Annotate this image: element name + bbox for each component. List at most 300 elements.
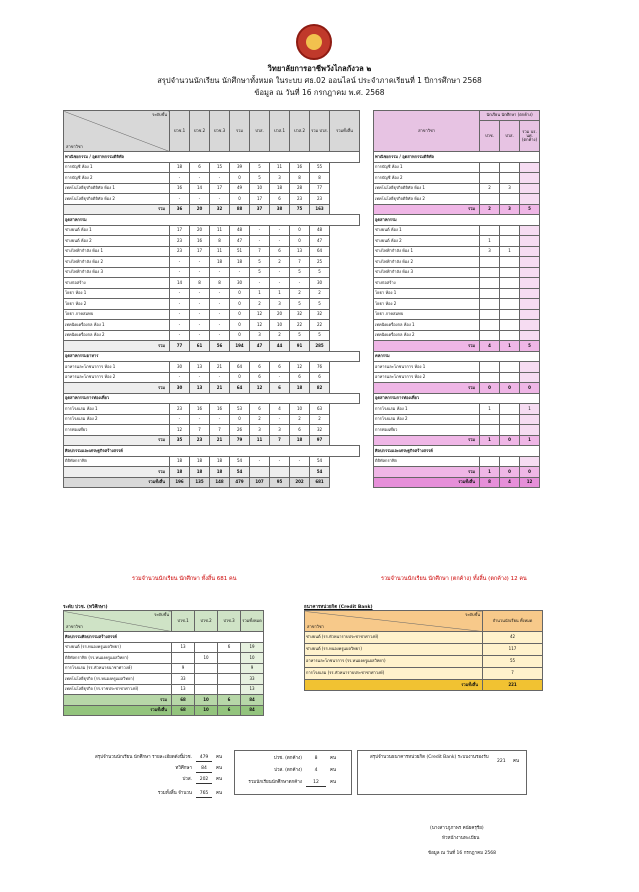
value-cell [500, 404, 520, 415]
table-row [305, 656, 543, 668]
value-cell: 28 [290, 183, 310, 194]
subtotal-value: 0 [520, 383, 540, 394]
subtotal-row [374, 204, 540, 215]
subtotal-value: 12 [250, 383, 270, 394]
grand-total-value: 202 [290, 477, 310, 488]
value-cell: 18 [170, 162, 190, 173]
major-name: ช่างไฟฟ้ากำลัง ห้อง 2 [64, 257, 170, 268]
value-cell: 18 [210, 456, 230, 467]
major-name: การโรงแรม ห้อง 1 [64, 404, 170, 415]
value-cell: 47 [310, 236, 330, 247]
value-cell: 16 [210, 404, 230, 415]
value-cell: 25 [310, 257, 330, 268]
value-cell [500, 425, 520, 436]
value-cell: 5 [290, 299, 310, 310]
header-corner [305, 611, 483, 632]
subtotal-value: 18 [290, 383, 310, 394]
value-cell [500, 225, 520, 236]
major-name: อาหารและโภชนาการ ห้อง 2 [64, 372, 170, 383]
value-cell [480, 372, 500, 383]
signer-position: หัวหน้างานทะเบียน [442, 836, 480, 841]
value-cell [500, 257, 520, 268]
main-total-note: รวมจำนวนนักเรียน นักศึกษา ทั้งสิ้น 681 คน [132, 576, 237, 582]
value-cell: 10 [290, 404, 310, 415]
column-header: ปวช.3 [210, 111, 230, 152]
subtotal-value: 5 [520, 341, 540, 352]
major-name: เทคโนโลยีธุรกิจดิจิทัล ห้อง 1 [374, 183, 480, 194]
major-name: ช่างไฟฟ้ากำลัง ห้อง 3 [64, 267, 170, 278]
table-row [374, 425, 540, 436]
value-cell: 8 [310, 173, 330, 184]
subtotal-value: 7 [270, 435, 290, 446]
value-cell: 17 [250, 194, 270, 205]
corner-bottom-label: สาขาวิชา [66, 623, 83, 629]
subtotal-value: 77 [170, 341, 190, 352]
value-cell: - [210, 320, 230, 331]
subtotal-value: 5 [520, 204, 540, 215]
value-cell: 32 [290, 309, 310, 320]
column-header: ปวช.2 [195, 611, 218, 632]
subtotal-label: รวม [374, 435, 480, 446]
major-header: สาขาวิชา [374, 111, 480, 152]
value-cell: 23 [170, 404, 190, 415]
value-cell: 54 [230, 456, 250, 467]
major-name: อาหารและโภชนาการ ห้อง 2 [374, 372, 480, 383]
major-name: เทคโนโลยีธุรกิจ (รร.หนองครูแผลวิทยา) [64, 674, 172, 685]
main-student-table [63, 110, 360, 488]
value-cell: 3 [270, 173, 290, 184]
value-cell: 20 [190, 225, 210, 236]
value-cell: - [230, 267, 250, 278]
value-cell: - [170, 267, 190, 278]
bank-header-row [305, 611, 543, 632]
value-cell: 1 [480, 236, 500, 247]
value-cell [500, 194, 520, 205]
value-cell: 48 [310, 225, 330, 236]
table-row [374, 404, 540, 415]
table-row [64, 278, 360, 289]
value-cell: 76 [310, 362, 330, 373]
report-title: สรุปจำนวนนักเรียน นักศึกษาทั้งหมด ในระบบ ศธ.02 ออนไลน์ ประจำภาคเรียนที่ 1 ปีการศึกษา 2568 [157, 76, 482, 85]
section-row [64, 393, 360, 404]
major-name: ช่างไฟฟ้ากำลัง ห้อง 3 [374, 267, 480, 278]
major-name: ดิจิทัลกราฟิก [64, 456, 170, 467]
value-cell: 2 [310, 414, 330, 425]
value-cell: 12 [250, 320, 270, 331]
major-name: การบัญชี ห้อง 1 [374, 162, 480, 173]
value-cell [520, 309, 540, 320]
value-cell: - [190, 173, 210, 184]
table-row [64, 663, 264, 674]
value-cell: 6 [270, 362, 290, 373]
value-cell: - [210, 309, 230, 320]
value-cell: 2 [250, 414, 270, 425]
value-cell: 54 [310, 456, 330, 467]
value-cell: 3 [250, 425, 270, 436]
major-name: ช่างยนต์ (รร.หนองครูแผลวิทยา) [305, 644, 483, 656]
value-cell: 3 [250, 330, 270, 341]
value-cell: - [190, 320, 210, 331]
subtotal-value: 88 [230, 204, 250, 215]
value-cell: - [210, 288, 230, 299]
major-name: เทคนิคเครื่องกล ห้อง 2 [374, 330, 480, 341]
value-cell: 5 [310, 267, 330, 278]
value-cell [480, 278, 500, 289]
major-name: ช่างไฟฟ้ากำลัง ห้อง 1 [374, 246, 480, 257]
grand-total-value: 221 [483, 680, 543, 691]
table-row [374, 309, 540, 320]
value-cell [480, 309, 500, 320]
subtotal-value: 1 [480, 435, 500, 446]
grand-total-value: 8 [480, 477, 500, 488]
major-name: การบัญชี ห้อง 2 [64, 173, 170, 184]
value-cell: 20 [270, 309, 290, 320]
value-cell [500, 288, 520, 299]
column-header: ปวส. [250, 111, 270, 152]
value-cell [500, 162, 520, 173]
summary-line-unit: คน [216, 791, 223, 796]
grand-total-value: 10 [195, 705, 218, 716]
table-row [374, 362, 540, 373]
group-header: นักเรียน นักศึกษา (ตกค้าง) [480, 111, 540, 121]
column-header: รวมทั้งหมด [241, 611, 264, 632]
value-cell: - [270, 267, 290, 278]
major-name: ช่างยนต์ (รร.หัวหนาราบประชาชาศาวงษ์) [305, 632, 483, 644]
value-cell: 23 [170, 236, 190, 247]
value-cell: 2 [270, 257, 290, 268]
table-row [64, 653, 264, 664]
value-cell: - [170, 194, 190, 205]
value-cell [480, 320, 500, 331]
signature-date: ข้อมูล ณ วันที่ 16 กรกฎาคม 2568 [428, 851, 496, 856]
value-cell: 16 [170, 183, 190, 194]
carryover-line-label: ปวช. (ตกค้าง) [273, 756, 302, 761]
table-row [374, 372, 540, 383]
value-cell: 39 [230, 162, 250, 173]
value-cell: 1 [270, 288, 290, 299]
grand-total-label: รวมทั้งสิ้น [305, 680, 483, 691]
value-cell: - [190, 288, 210, 299]
summary-line-label: ปวช. [182, 755, 192, 760]
major-name: อาหารและโภชนาการ (รร.หนองครูแผลวิทยา) [305, 656, 483, 668]
value-cell: 6 [250, 362, 270, 373]
value-cell: - [190, 257, 210, 268]
table-row [374, 299, 540, 310]
column-header: รวม ปวส. [310, 111, 330, 152]
subtotal-value [250, 467, 270, 478]
column-header: ปวส. [500, 121, 520, 152]
value-cell: - [170, 288, 190, 299]
subtotal-value: 0 [500, 383, 520, 394]
value-cell [520, 173, 540, 184]
value-cell [520, 320, 540, 331]
value-cell [520, 267, 540, 278]
value-cell [195, 663, 218, 674]
value-cell: 5 [290, 330, 310, 341]
column-header: รวมทั้งสิ้น [330, 111, 360, 152]
value-cell: - [190, 267, 210, 278]
table-row [374, 162, 540, 173]
value-cell: 12 [250, 309, 270, 320]
table-row [374, 194, 540, 205]
value-cell: - [170, 320, 190, 331]
major-name: การโรงแรม ห้อง 1 [374, 404, 480, 415]
main-header-row [64, 111, 360, 152]
value-cell: 18 [270, 183, 290, 194]
value-cell: 3 [500, 183, 520, 194]
value-cell: 51 [230, 246, 250, 257]
value-cell [520, 278, 540, 289]
value-cell [480, 362, 500, 373]
value-cell: 48 [230, 225, 250, 236]
table-row [374, 278, 540, 289]
subtotal-value: 97 [310, 435, 330, 446]
value-cell: 1 [480, 404, 500, 415]
major-name: เทคนิคเครื่องกล ห้อง 1 [374, 320, 480, 331]
subtotal-value: 2 [480, 204, 500, 215]
value-cell: - [190, 299, 210, 310]
value-cell: 16 [290, 162, 310, 173]
subtotal-value: 91 [290, 341, 310, 352]
subtotal-value: 23 [190, 435, 210, 446]
value-cell: 3 [480, 246, 500, 257]
value-cell: 63 [310, 404, 330, 415]
major-name: ดิจิทัลกราฟิก (รร.หนองครูแผลวิทยา) [64, 653, 172, 664]
value-cell: 6 [290, 425, 310, 436]
section-row [64, 152, 360, 163]
value-cell [520, 288, 540, 299]
value-cell [480, 425, 500, 436]
table-row [64, 320, 360, 331]
value-cell: - [250, 225, 270, 236]
value-cell: 13 [290, 246, 310, 257]
value-cell: 2 [480, 183, 500, 194]
subtotal-value: 64 [230, 383, 250, 394]
value-cell: 47 [230, 236, 250, 247]
table-row [64, 684, 264, 695]
value-cell: 23 [310, 194, 330, 205]
table-row [64, 257, 360, 268]
subtotal-row [374, 435, 540, 446]
value-cell [480, 456, 500, 467]
major-name: อาหารและโภชนาการ ห้อง 1 [64, 362, 170, 373]
table-row [64, 299, 360, 310]
value-cell: 6 [250, 404, 270, 415]
value-cell [500, 320, 520, 331]
value-cell: 10 [250, 183, 270, 194]
value-cell: - [270, 278, 290, 289]
major-name: เทคโนโลยีธุรกิจดิจิทัล ห้อง 1 [64, 183, 170, 194]
major-name: เทคโนโลยีธุรกิจดิจิทัล ห้อง 2 [374, 194, 480, 205]
subtotal-value: 30 [170, 383, 190, 394]
value-cell [520, 425, 540, 436]
value-cell: 6 [270, 194, 290, 205]
subtotal-row [64, 467, 360, 478]
section-title: พาณิชยกรรม / อุตสาหกรรมดิจิทัล [374, 152, 540, 163]
value-cell: 33 [172, 674, 195, 685]
value-cell: 4 [270, 404, 290, 415]
value-cell: 10 [241, 653, 264, 664]
table-row [64, 267, 360, 278]
value-cell [500, 456, 520, 467]
table-row [64, 372, 360, 383]
subtotal-value: 56 [210, 341, 230, 352]
value-cell: 12 [170, 425, 190, 436]
table-row [374, 288, 540, 299]
value-cell: 3 [270, 425, 290, 436]
major-name: ช่างไฟฟ้ากำลัง ห้อง 1 [64, 246, 170, 257]
subtotal-value: 37 [250, 204, 270, 215]
grand-total-value: 479 [230, 477, 250, 488]
subtotal-value: 194 [230, 341, 250, 352]
credit-bank-title: ธนาคารหน่วยกิต (Credit Bank) [304, 605, 373, 610]
carryover-line-value: 8 [314, 756, 318, 761]
subtotal-value: 6 [270, 383, 290, 394]
value-cell: 5 [250, 173, 270, 184]
subtotal-label: รวม [64, 204, 170, 215]
table-row [305, 632, 543, 644]
value-cell: - [290, 456, 310, 467]
major-name: ช่างก่อสร้าง [374, 278, 480, 289]
value-cell: 55 [310, 162, 330, 173]
subtotal-value: 20 [190, 204, 210, 215]
subtotal-value: 10 [195, 695, 218, 706]
major-name: การบัญชี ห้อง 2 [374, 173, 480, 184]
value-cell: 77 [310, 183, 330, 194]
college-name: วิทยาลัยการอาชีพวังไกลกังวล ๒ [267, 64, 372, 73]
value-cell: 0 [230, 320, 250, 331]
carryover-line-unit: คน [330, 756, 337, 761]
table-row [374, 330, 540, 341]
value-cell [500, 309, 520, 320]
value-cell: - [210, 330, 230, 341]
subtotal-row [374, 341, 540, 352]
subtotal-row [64, 695, 264, 706]
value-cell [520, 372, 540, 383]
grand-total-value: 12 [520, 477, 540, 488]
section-title: อุตสาหกรรม [374, 215, 540, 226]
section-title: อุตสาหกรรมอาหาร [64, 351, 360, 362]
value-cell: 49 [230, 183, 250, 194]
value-cell: 0 [230, 330, 250, 341]
major-name: ช่างไฟฟ้ากำลัง ห้อง 2 [374, 257, 480, 268]
value-cell: - [270, 372, 290, 383]
subtotal-value: 75 [290, 204, 310, 215]
value-cell: 64 [230, 362, 250, 373]
section-title: ศิลปกรรมศิลปกรรมสร้างสรรค์ [64, 632, 264, 643]
subtotal-value: 0 [500, 435, 520, 446]
value-cell: 117 [483, 644, 543, 656]
major-name: โยธา ห้อง 1 [64, 288, 170, 299]
column-header: ปวช.1 [172, 611, 195, 632]
subtotal-label: รวม [64, 341, 170, 352]
value-cell: 5 [310, 330, 330, 341]
value-cell [520, 330, 540, 341]
value-cell [500, 362, 520, 373]
value-cell [520, 257, 540, 268]
value-cell: 13 [172, 642, 195, 653]
table-row [374, 225, 540, 236]
column-header: รวม นร. นศ. (ตกค้าง) [520, 121, 540, 152]
major-name: ช่างยนต์ ห้อง 1 [64, 225, 170, 236]
value-cell: 64 [310, 246, 330, 257]
subtotal-value: 1 [500, 341, 520, 352]
grand-total-value: 4 [500, 477, 520, 488]
value-cell [195, 674, 218, 685]
major-name: การโรงแรม ห้อง 2 [374, 414, 480, 425]
value-cell: 17 [170, 225, 190, 236]
value-cell: 0 [230, 194, 250, 205]
value-cell: 0 [290, 236, 310, 247]
subtotal-row [374, 467, 540, 478]
grand-total-value: 148 [210, 477, 230, 488]
section-title: ศิลปกรรมและเศรษฐกิจสร้างสรรค์ [64, 446, 360, 457]
dual-table-title: ระดับ ปวช. (ทวิศึกษา) [63, 605, 108, 610]
grand-total-row [374, 477, 540, 488]
column-header: ปวส.2 [290, 111, 310, 152]
value-cell: 17 [210, 183, 230, 194]
header-corner [64, 111, 170, 152]
value-cell: 22 [290, 320, 310, 331]
table-row [64, 642, 264, 653]
summary-line-unit: คน [216, 755, 223, 760]
section-row [64, 446, 360, 457]
subtotal-label: รวม [64, 383, 170, 394]
subtotal-label: รวม [374, 341, 480, 352]
header-corner [64, 611, 172, 632]
value-cell: 8 [290, 173, 310, 184]
table-row [64, 246, 360, 257]
table-row [374, 236, 540, 247]
value-cell: - [170, 173, 190, 184]
value-cell [480, 162, 500, 173]
major-name: ช่างยนต์ ห้อง 2 [374, 236, 480, 247]
value-cell: - [210, 267, 230, 278]
subtotal-value: 54 [230, 467, 250, 478]
table-row [374, 456, 540, 467]
carryover-line-label: ปวส. (ตกค้าง) [274, 768, 302, 773]
subtotal-value: 82 [310, 383, 330, 394]
subtotal-label: รวม [374, 204, 480, 215]
value-cell: 13 [190, 362, 210, 373]
subtotal-value: 4 [480, 341, 500, 352]
value-cell: - [250, 236, 270, 247]
column-header: ปวช.2 [190, 111, 210, 152]
value-cell [500, 330, 520, 341]
value-cell: 26 [230, 425, 250, 436]
major-name: การโรงแรม (รร.หัวหนาธนาชาศาวงษ์) [64, 663, 172, 674]
grand-total-value: 135 [190, 477, 210, 488]
signer-name: (นางสาวภูภาพร คนัยครุรีย) [430, 826, 484, 831]
summary-line-value: 202 [196, 777, 212, 784]
summary-line-unit: คน [216, 777, 223, 782]
value-cell: 13 [241, 684, 264, 695]
subtotal-value: 61 [190, 341, 210, 352]
subtotal-value: 0 [500, 467, 520, 478]
table-row [64, 225, 360, 236]
subtotal-value: 18 [190, 467, 210, 478]
major-name: การท่องเที่ยว [64, 425, 170, 436]
value-cell [480, 330, 500, 341]
subtotal-row [64, 383, 360, 394]
major-name: ช่างยนต์ ห้อง 2 [64, 236, 170, 247]
value-cell: 10 [270, 320, 290, 331]
value-cell: - [210, 414, 230, 425]
value-cell [520, 162, 540, 173]
value-cell: 8 [210, 278, 230, 289]
subtotal-value: 18 [170, 467, 190, 478]
value-cell: - [210, 194, 230, 205]
